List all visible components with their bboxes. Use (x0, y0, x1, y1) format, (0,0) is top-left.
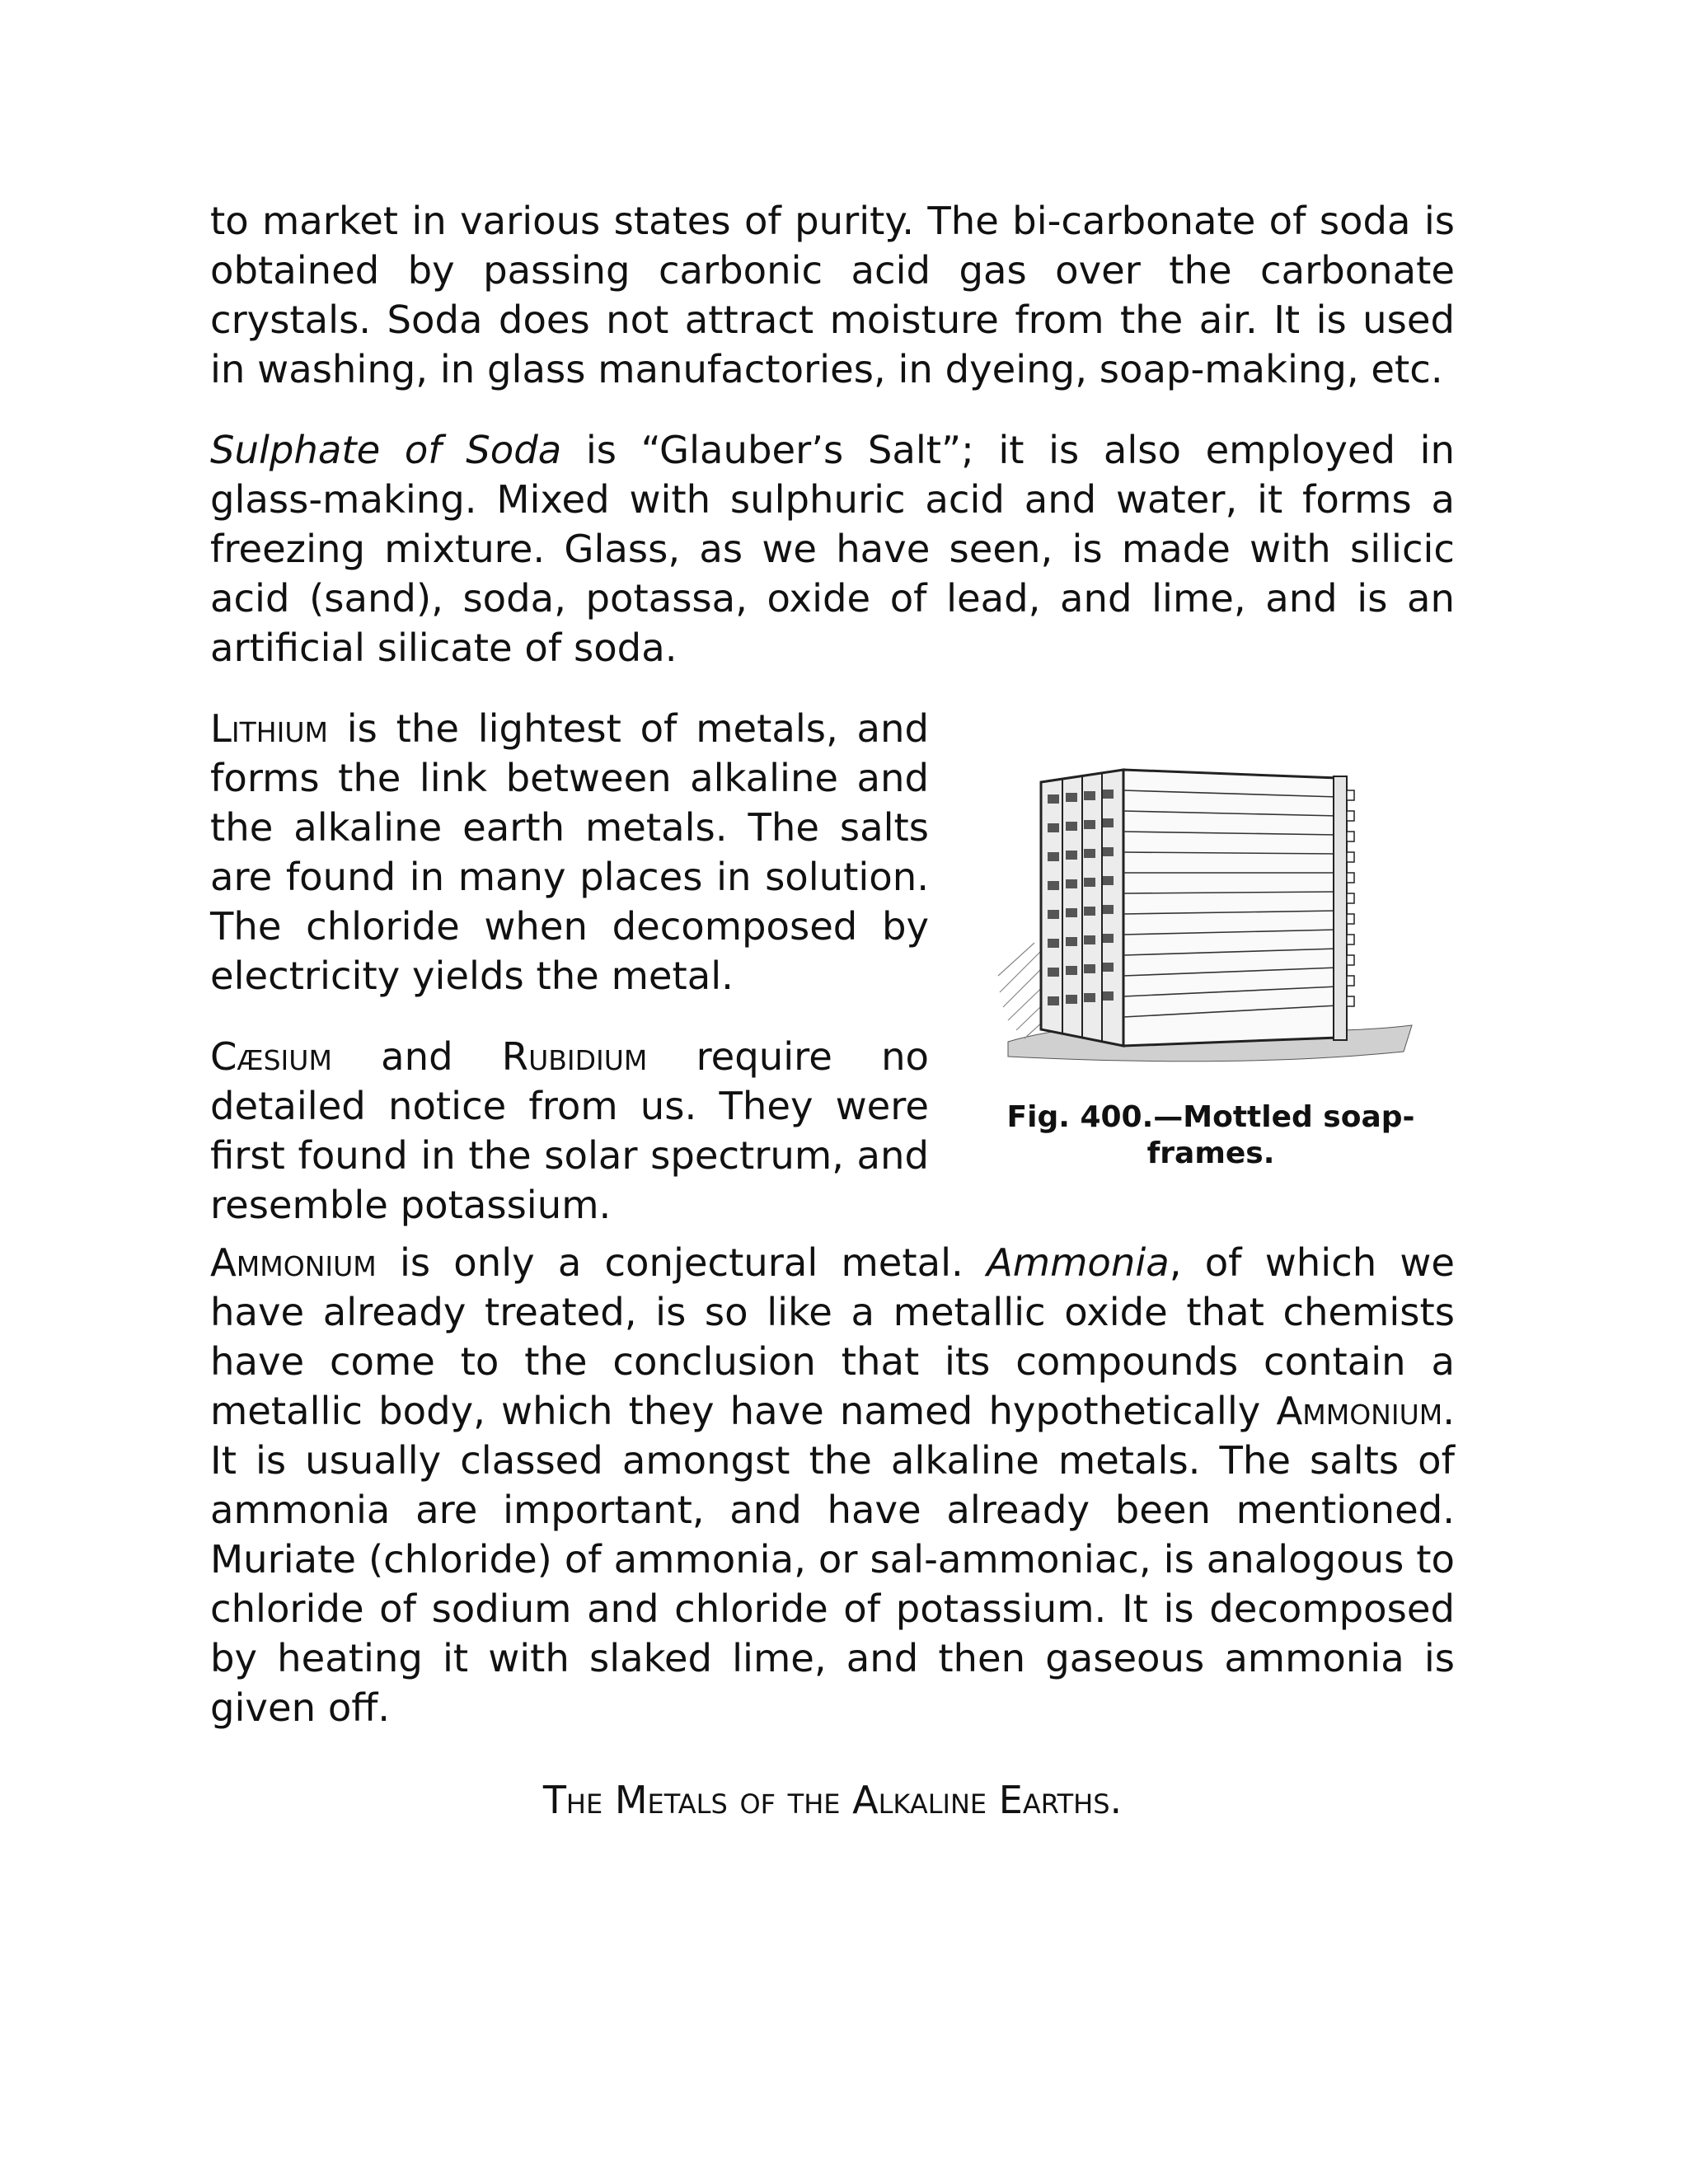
figure-caption: Fig. 400.—Mottled soap-frames. (1006, 1100, 1415, 1170)
term-rubidium: Rubidium (501, 1034, 648, 1079)
paragraph-ammonium: Ammonium is only a conjectural metal. Ammonia, of which we have already treated, is so like a metallic oxide that chemists have come to the conclusion that its compounds contain a metallic body, which they have named hypothetically Ammonium. It is usually classed amongst the alkaline metals. The salts of ammonia are important, and have already been mentioned. Muriate (chloride) of ammonia, or sal-ammoniac, is analogous to chloride of sodium and chloride of potassium. It is decomposed by heating it with slaked lime, and then gaseous ammonia is given off. (210, 1240, 1455, 1730)
term-lithium: Lithium (210, 706, 328, 751)
paragraph-sulphate-of-soda: Sulphate of Soda is “Glauber’s Salt”; it is also employed in glass-making. Mixed with sulphuric acid and water, it forms a freezing mixture. Glass, as we have seen, is made with silicic acid (sand), soda, potassa, oxide of lead, and lime, and is an artificial silicate of soda. (210, 428, 1455, 670)
lithium-figure-block (210, 704, 1455, 1227)
page-content (210, 196, 1455, 1825)
term-ammonium-2: Ammonium (1276, 1389, 1443, 1433)
float-text-column (210, 704, 929, 1230)
term-ammonium: Ammonium (210, 1240, 377, 1285)
paragraph-caesium-rubidium: Cæsium and Rubidium require no detailed notice from us. They were first found in the solar spectrum, and resemble potassium. (210, 1034, 929, 1227)
term-ammonia: Ammonia (987, 1240, 1170, 1285)
paragraph-soda-market: to market in various states of purity. The bi-carbonate of soda is obtained by passing carbonic acid gas over the carbonate crystals. Soda does not attract moisture from the air. It is used in washing, in glass manufactories, in dyeing, soap-making, etc. (210, 199, 1455, 391)
term-sulphate-of-soda: Sulphate of Soda (210, 428, 562, 472)
paragraph-lithium: Lithium is the lightest of metals, and forms the link between alkaline and the alkaline earth metals. The salts are found in many places in solution. The chloride when decomposed by electricity yields the metal. (210, 706, 929, 998)
soap-frames-illustration (992, 745, 1420, 1075)
section-heading: The Metals of the Alkaline Earths. (542, 1778, 1123, 1822)
term-caesium: Cæsium (210, 1034, 332, 1079)
